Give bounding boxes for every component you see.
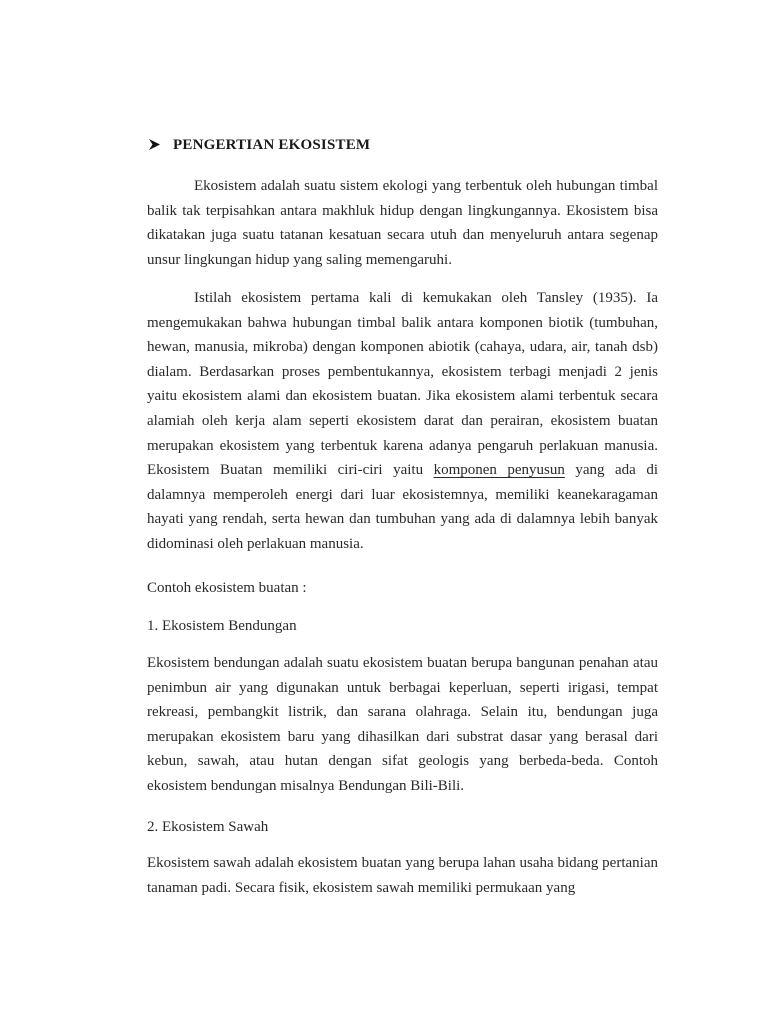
paragraph-history-text-2: yang ada di dalamnya memperoleh energi dari luar ekosistemnya, memiliki keanekaragaman hayati yang rendah, serta hewan dan tumbuhan yang ada di dalamnya lebih banyak didominasi oleh perlakuan manusia. [147, 462, 658, 552]
section-heading-text: PENGERTIAN EKOSISTEM [173, 137, 371, 153]
paragraph-bendungan: Ekosistem bendungan adalah suatu ekosistem buatan berupa bangunan penahan atau penimbun air yang digunakan untuk berbagai keperluan, seperti irigasi, tempat rekreasi, pembangkit listrik, dan sarana olahraga. Selain itu, bendungan juga merupakan ekosistem baru yang dihasilkan dari substrat dasar yang berasal dari kebun, sawah, atau hutan dengan sifat geologis yang berbeda-beda. Contoh ekosistem bendungan misalnya Bendungan Bili-Bili. [147, 655, 658, 794]
arrowhead-bullet-icon [148, 137, 173, 154]
section-heading [148, 137, 370, 154]
komponen-penyusun-link[interactable]: komponen penyusun [433, 462, 565, 479]
subheading-sawah: 2. Ekosistem Sawah [147, 819, 269, 835]
paragraph-history-text-1: Istilah ekosistem pertama kali di kemukakan oleh Tansley (1935). Ia mengemukakan bahwa hubungan timbal balik antara komponen biotik (tumbuhan, hewan, manusia, mikroba) dengan komponen abiotik (cahaya, udara, air, tanah dsb) dialam. Berdasarkan proses pembentukannya, ekosistem terbagi menjadi 2 jenis yaitu ekosistem alami dan ekosistem buatan. Jika ekosistem alami terbentuk secara alamiah oleh kerja alam seperti ekosistem darat dan perairan, ekosistem buatan merupakan ekosistem yang terbentuk karena adanya pengaruh perlakuan manusia. Ekosistem Buatan memiliki ciri-ciri yaitu [147, 290, 658, 479]
paragraph-definition: Ekosistem adalah suatu sistem ekologi yang terbentuk oleh hubungan timbal balik tak terpisahkan antara makhluk hidup dengan lingkungannya. Ekosistem bisa dikatakan juga suatu tatanan kesatuan secara utuh dan menyeluruh antara segenap unsur lingkungan hidup yang saling memengaruhi. [147, 178, 658, 268]
paragraph-sawah: Ekosistem sawah adalah ekosistem buatan yang berupa lahan usaha bidang pertanian tanaman padi. Secara fisik, ekosistem sawah memiliki permukaan yang [147, 855, 658, 896]
subheading-bendungan: 1. Ekosistem Bendungan [147, 618, 297, 634]
paragraph-history [147, 286, 658, 557]
examples-intro: Contoh ekosistem buatan : [147, 580, 307, 596]
